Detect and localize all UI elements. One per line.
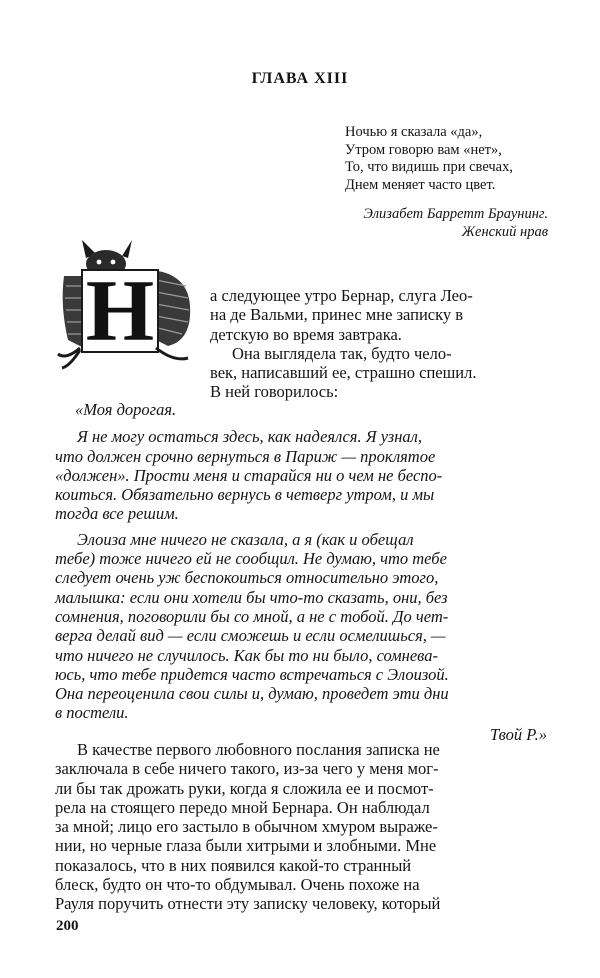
closing-line: показалось, что в них появился какой-то странный — [55, 855, 412, 875]
closing-line: Рауля поручить отнести эту записку человеку, который — [55, 894, 441, 914]
letter-line: малышка: если они хотели бы что-то сказать, они, без — [55, 587, 448, 607]
letter-signature: Твой Р.» — [490, 724, 547, 744]
closing-line: рела на стоящего передо мной Бернара. Он наблюдал — [55, 797, 430, 817]
epigraph — [345, 124, 560, 241]
intro-line: Она выглядела так, будто чело- — [232, 343, 452, 363]
intro-paragraph — [210, 286, 546, 402]
closing-line: ли бы так дрожать руки, когда я сложила ее и посмот- — [55, 778, 434, 798]
letter-line: Она переоценила свои силы и, думаю, проведет эти дни — [55, 684, 449, 704]
letter-line: сомнения, поговорили бы со мной, а не с тобой. До чет- — [55, 606, 449, 626]
intro-line: а следующее утро Бернар, слуга Лео- — [210, 286, 473, 305]
letter-text — [55, 400, 547, 744]
letter-line: что ничего не случилось. Как бы то ни было, сомнева- — [55, 645, 438, 665]
letter-line: юсь, что тебе придется часто встречаться с Элоизой. — [55, 664, 449, 684]
intro-line: век, написавший ее, страшно спешил. — [210, 363, 477, 383]
letter-line: Элоиза мне ничего не сказала, а я (как и обещал — [77, 529, 414, 549]
drop-cap-letter: Н — [85, 263, 155, 360]
letter-line: следует очень уж беспокоиться относительно этого, — [55, 568, 439, 588]
letter-line: коиться. Обязательно вернусь в четверг утром, и мы — [55, 485, 435, 505]
chapter-title: ГЛАВА XIII — [251, 70, 349, 87]
intro-line: детскую во время завтрака. — [210, 324, 402, 344]
page-number: 200 — [56, 918, 79, 934]
devil-figure-icon — [56, 236, 196, 370]
letter-line: тогда все решим. — [55, 504, 179, 524]
closing-line: блеск, будто он что-то обдумывал. Очень похоже на — [55, 875, 420, 895]
epigraph-line: Днем меняет часто цвет. — [345, 176, 496, 193]
closing-line: заключала в себе ничего такого, из-за чего у меня мог- — [55, 759, 439, 779]
epigraph-line: То, что видишь при свечах, — [345, 159, 513, 175]
letter-line: тебе) тоже ничего ей не сообщил. Не думаю, что тебе — [55, 549, 447, 569]
letter-line: «должен». Прости меня и старайся ни о чем не беспо- — [55, 465, 443, 485]
epigraph-author — [345, 206, 560, 241]
epigraph-line: Утром говорю вам «нет», — [345, 141, 502, 158]
intro-line: В ней говорилось: — [210, 382, 339, 402]
epigraph-work-title: Женский нрав — [461, 223, 548, 240]
letter-salutation: «Моя дорогая. — [75, 400, 177, 419]
letter-line: Я не могу остаться здесь, как надеялся. Я узнал, — [77, 427, 422, 447]
closing-paragraph — [55, 740, 547, 914]
letter-line: что должен срочно вернуться в Париж — проклятое — [55, 446, 436, 466]
closing-line: за мной; лицо его застыло в обычном хмуром выраже- — [55, 817, 438, 837]
closing-line: В качестве первого любовного послания записка не — [77, 740, 440, 759]
letter-line: в постели. — [55, 703, 129, 723]
intro-line: на де Вальми, принес мне записку в — [210, 305, 464, 325]
closing-line: нии, но черные глаза были хитрыми и злобными. Мне — [55, 836, 437, 856]
epigraph-line: Ночью я сказала «да», — [345, 124, 483, 140]
epigraph-author-name: Элизабет Барретт Браунинг. — [363, 206, 548, 222]
letter-line: верга делай вид — если сможешь и если осмелишься, — — [55, 626, 446, 646]
drop-cap — [56, 236, 196, 370]
